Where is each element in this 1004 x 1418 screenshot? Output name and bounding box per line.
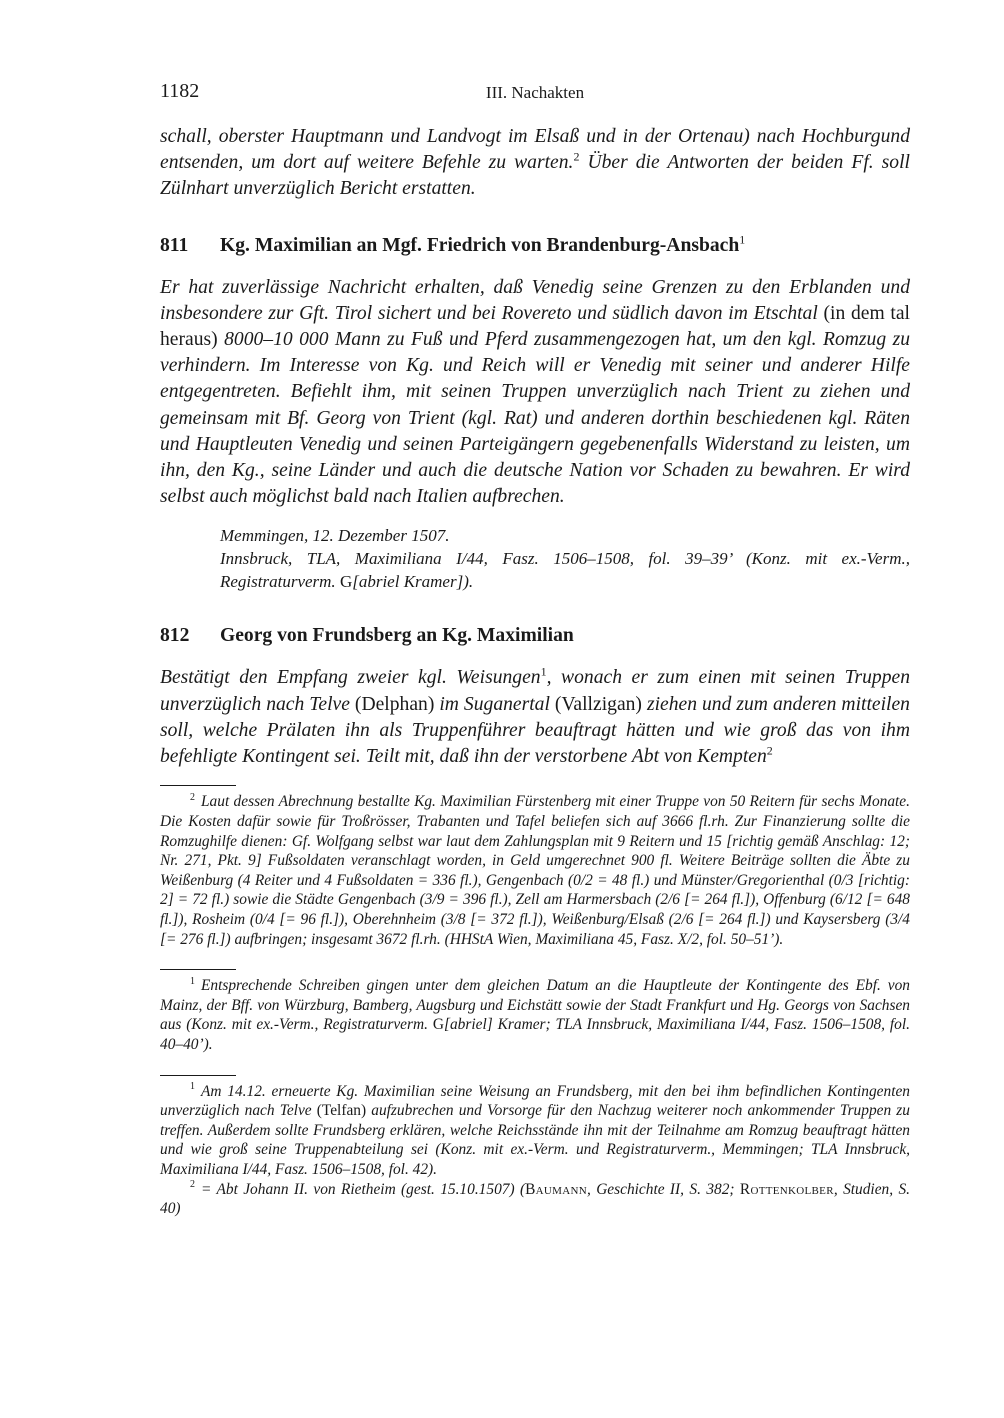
continuation-text: schall, oberster Hauptmann und Landvogt im Elsaß und in der Ortenau) nach Hochburgund entsenden, um dort auf weitere Befehle zu warten. (160, 126, 910, 174)
footnote-text-2: aufzubrechen und Vorsorge für den Nachzug weiterer noch ankommender Truppen zu treffen. Außerdem sollte Frundsberg erklären, welche Reichsstände ihn mit der Teilnahme am Romzug beauftragt hätten und wie groß seine Truppenabteilung sei (Konz. mit ex.-Verm. und Registraturverm., Memmingen; TLA Innsbruck, Maximiliana I/44, Fasz. 1506–1508, fol. 42). (160, 1102, 910, 1178)
footnote-text: Entsprechende Schreiben gingen unter dem gleichen Datum an die Hauptleute der Kontingente des Ebf. von Mainz, der Bff. von Würzburg, Bamberg, Augsburg und Eichstätt sowie der Stadt Frankfurt und Hg. Georgs von Sachsen aus (Konz. mit ex.-Verm., Registraturverm. (160, 977, 910, 1034)
entry-811-title (160, 233, 910, 259)
archive-reference-end: [abriel Kramer]). (352, 572, 474, 592)
entry-heading: Kg. Maximilian an Mgf. Friedrich von Brandenburg-Ansbach (220, 234, 740, 256)
footnote-mark: 1 (190, 1081, 195, 1093)
quoted-text: (Delphan) (349, 693, 440, 715)
entry-812-summary (160, 665, 910, 769)
footnote-ref: 1 (540, 665, 547, 679)
footnote-text-3: , Studien, S. 40) (160, 1180, 910, 1218)
page-body (160, 124, 910, 1219)
page-number: 1182 (160, 80, 200, 102)
footnote-text-2: [abriel] Kramer; TLA Innsbruck, Maximiliana I/44, Fasz. 1506–1508, fol. 40–40’). (160, 1016, 910, 1053)
quoted-text-2: (Vallzigan) (549, 693, 647, 715)
footnote (160, 1180, 910, 1219)
continuation-paragraph (160, 124, 910, 203)
author-name: Rottenkolber (739, 1180, 834, 1198)
entry-number: 812 (160, 625, 190, 647)
footnote-mark: 2 (190, 792, 195, 804)
footnote-group-1 (160, 785, 910, 949)
footnote-text-2: , Geschichte II, S. 382; (586, 1180, 740, 1198)
archive-initial: G (339, 572, 353, 592)
footnote-rule (160, 1075, 236, 1076)
footnote (160, 792, 910, 949)
running-head: III. Nachakten (485, 83, 585, 102)
summary-text-2: , wonach er zum einen mit seinen Truppen unverzüglich nach Telve (160, 667, 910, 715)
entry-812-summary-wrap (160, 665, 910, 769)
summary-text-2: 8000–10 000 Mann zu Fuß und Pferd zusammengezogen hat, um den kgl. Romzug zu verhindern. Im Interesse von Kg. und Reich will er Venedig mit seiner und anderer Hilfe entgegentreten. Befiehlt ihm, mit seinen Truppen unverzüglich nach Trient zu ziehen und gemeinsam mit Bf. Georg von Trient (kgl. Rat) und anderen dorthin beschiedenen kgl. Räten und Hauptleuten Venedig und seinen Parteigängern gegebenenfalls Widerstand zu leisten, um ihn, den Kg., seine Länder und auch die deutsche Nation vor Schaden zu bewahren. Er wird selbst auch möglichst bald nach Italien aufbrechen. (160, 329, 911, 508)
footnote-text: Am 14.12. erneuerte Kg. Maximilian seine Weisung an Frundsberg, mit den bei ihm befindlichen Kontingenten unverzüglich nach Telve (160, 1082, 910, 1120)
footnote-ref: 2 (766, 743, 773, 758)
entry-811-source (220, 524, 910, 593)
footnote-text: Laut dessen Abrechnung bestallte Kg. Maximilian Fürstenberg mit einer Truppe von 50 Reitern für sechs Monate. Die Kosten dafür sowie für Troßrösser, Trabanten und Tafel beliefen sich auf 3666 fl.rh. Zur Finanzierung sollte die Romzughilfe dienen: Gf. Wolfgang selbst war laut dem Zahlungsplan mit 9 Reitern und 15 [richtig gemäß Anschlag: 12; Nr. 271, Pkt. 9] Fußsoldaten veranschlagt worden, in Geld umgerechnet 900 fl. Weitere Beiträge sollten die Äbte zu Weißenburg (4 Reiter und 4 Fußsoldaten = 336 fl.), Gengenbach (0/2 = 48 fl.) und Münster/Gregorienthal (0/3 [richtig: 2] = 72 fl.) sowie die Städte Gengenbach (3/9 = 396 fl.), Zell am Harmersbach (2/6 [= 264 fl.]), Offenburg (6/12 [= 648 fl.]), Rosheim (0/4 [= 96 fl.]), Oberehnheim (3/8 [= 372 fl.]), Weißenburg/Elsaß (2/6 [= 264 fl.]) und Kaysersberg (3/4 [= 276 fl.]) aufbringen; insgesamt 3672 fl.rh. (HHStA Wien, Maximiliana 45, Fasz. X/2, fol. 50–51’). (160, 793, 910, 948)
entry-812-title (160, 623, 910, 649)
quoted-text: (in dem tal heraus) (160, 302, 911, 351)
footnote-group-3 (160, 1075, 910, 1219)
entry-811-summary (160, 275, 910, 511)
continuation-text-2: Über die Antworten der beiden Ff. soll Zülnhart unverzüglich Bericht erstatten. (160, 152, 910, 200)
footnote-rule (160, 785, 236, 786)
footnote-mark: 1 (190, 976, 195, 988)
footnote-text: = Abt Johann II. von Rietheim (gest. 15.10.1507) ( (201, 1180, 526, 1198)
footnote-rule (160, 969, 236, 970)
summary-text-4: ziehen und zum anderen mitteilen soll, welche Prälaten ihn als Truppenführer beauftragt hätten und wie groß das von ihm befehligte Kontingent sei. Teilt mit, daß ihn der verstorbene Abt von Kempten (160, 693, 910, 768)
archive-reference: Innsbruck, TLA, Maximiliana I/44, Fasz. 1506–1508, fol. 39–39’ (Konz. mit ex.-Verm., Registraturverm. (220, 549, 910, 592)
footnote-ref: 2 (573, 149, 580, 164)
summary-text: Er hat zuverlässige Nachricht erhalten, daß Venedig seine Grenzen zu den Erblanden und insbesondere zur Gft. Tirol sichert und bei Rovereto und südlich davon im Etschtal (160, 276, 910, 324)
author-name: Baumann (525, 1180, 587, 1198)
footnote-initial: G (432, 1016, 444, 1034)
footnote (160, 1082, 910, 1180)
place-date: Memmingen, 12. Dezember 1507. (220, 526, 450, 546)
summary-text-3: im Suganertal (439, 693, 550, 715)
entry-number: 811 (160, 234, 189, 256)
footnote-quoted: (Telfan) (311, 1102, 372, 1120)
summary-text: Bestätigt den Empfang zweier kgl. Weisungen (160, 667, 541, 689)
page-header (160, 80, 910, 106)
footnote-ref: 1 (739, 232, 746, 247)
footnote-group-2 (160, 969, 910, 1054)
footnote-mark: 2 (190, 1179, 195, 1191)
footnote (160, 976, 910, 1054)
entry-heading: Georg von Frundsberg an Kg. Maximilian (220, 625, 574, 647)
